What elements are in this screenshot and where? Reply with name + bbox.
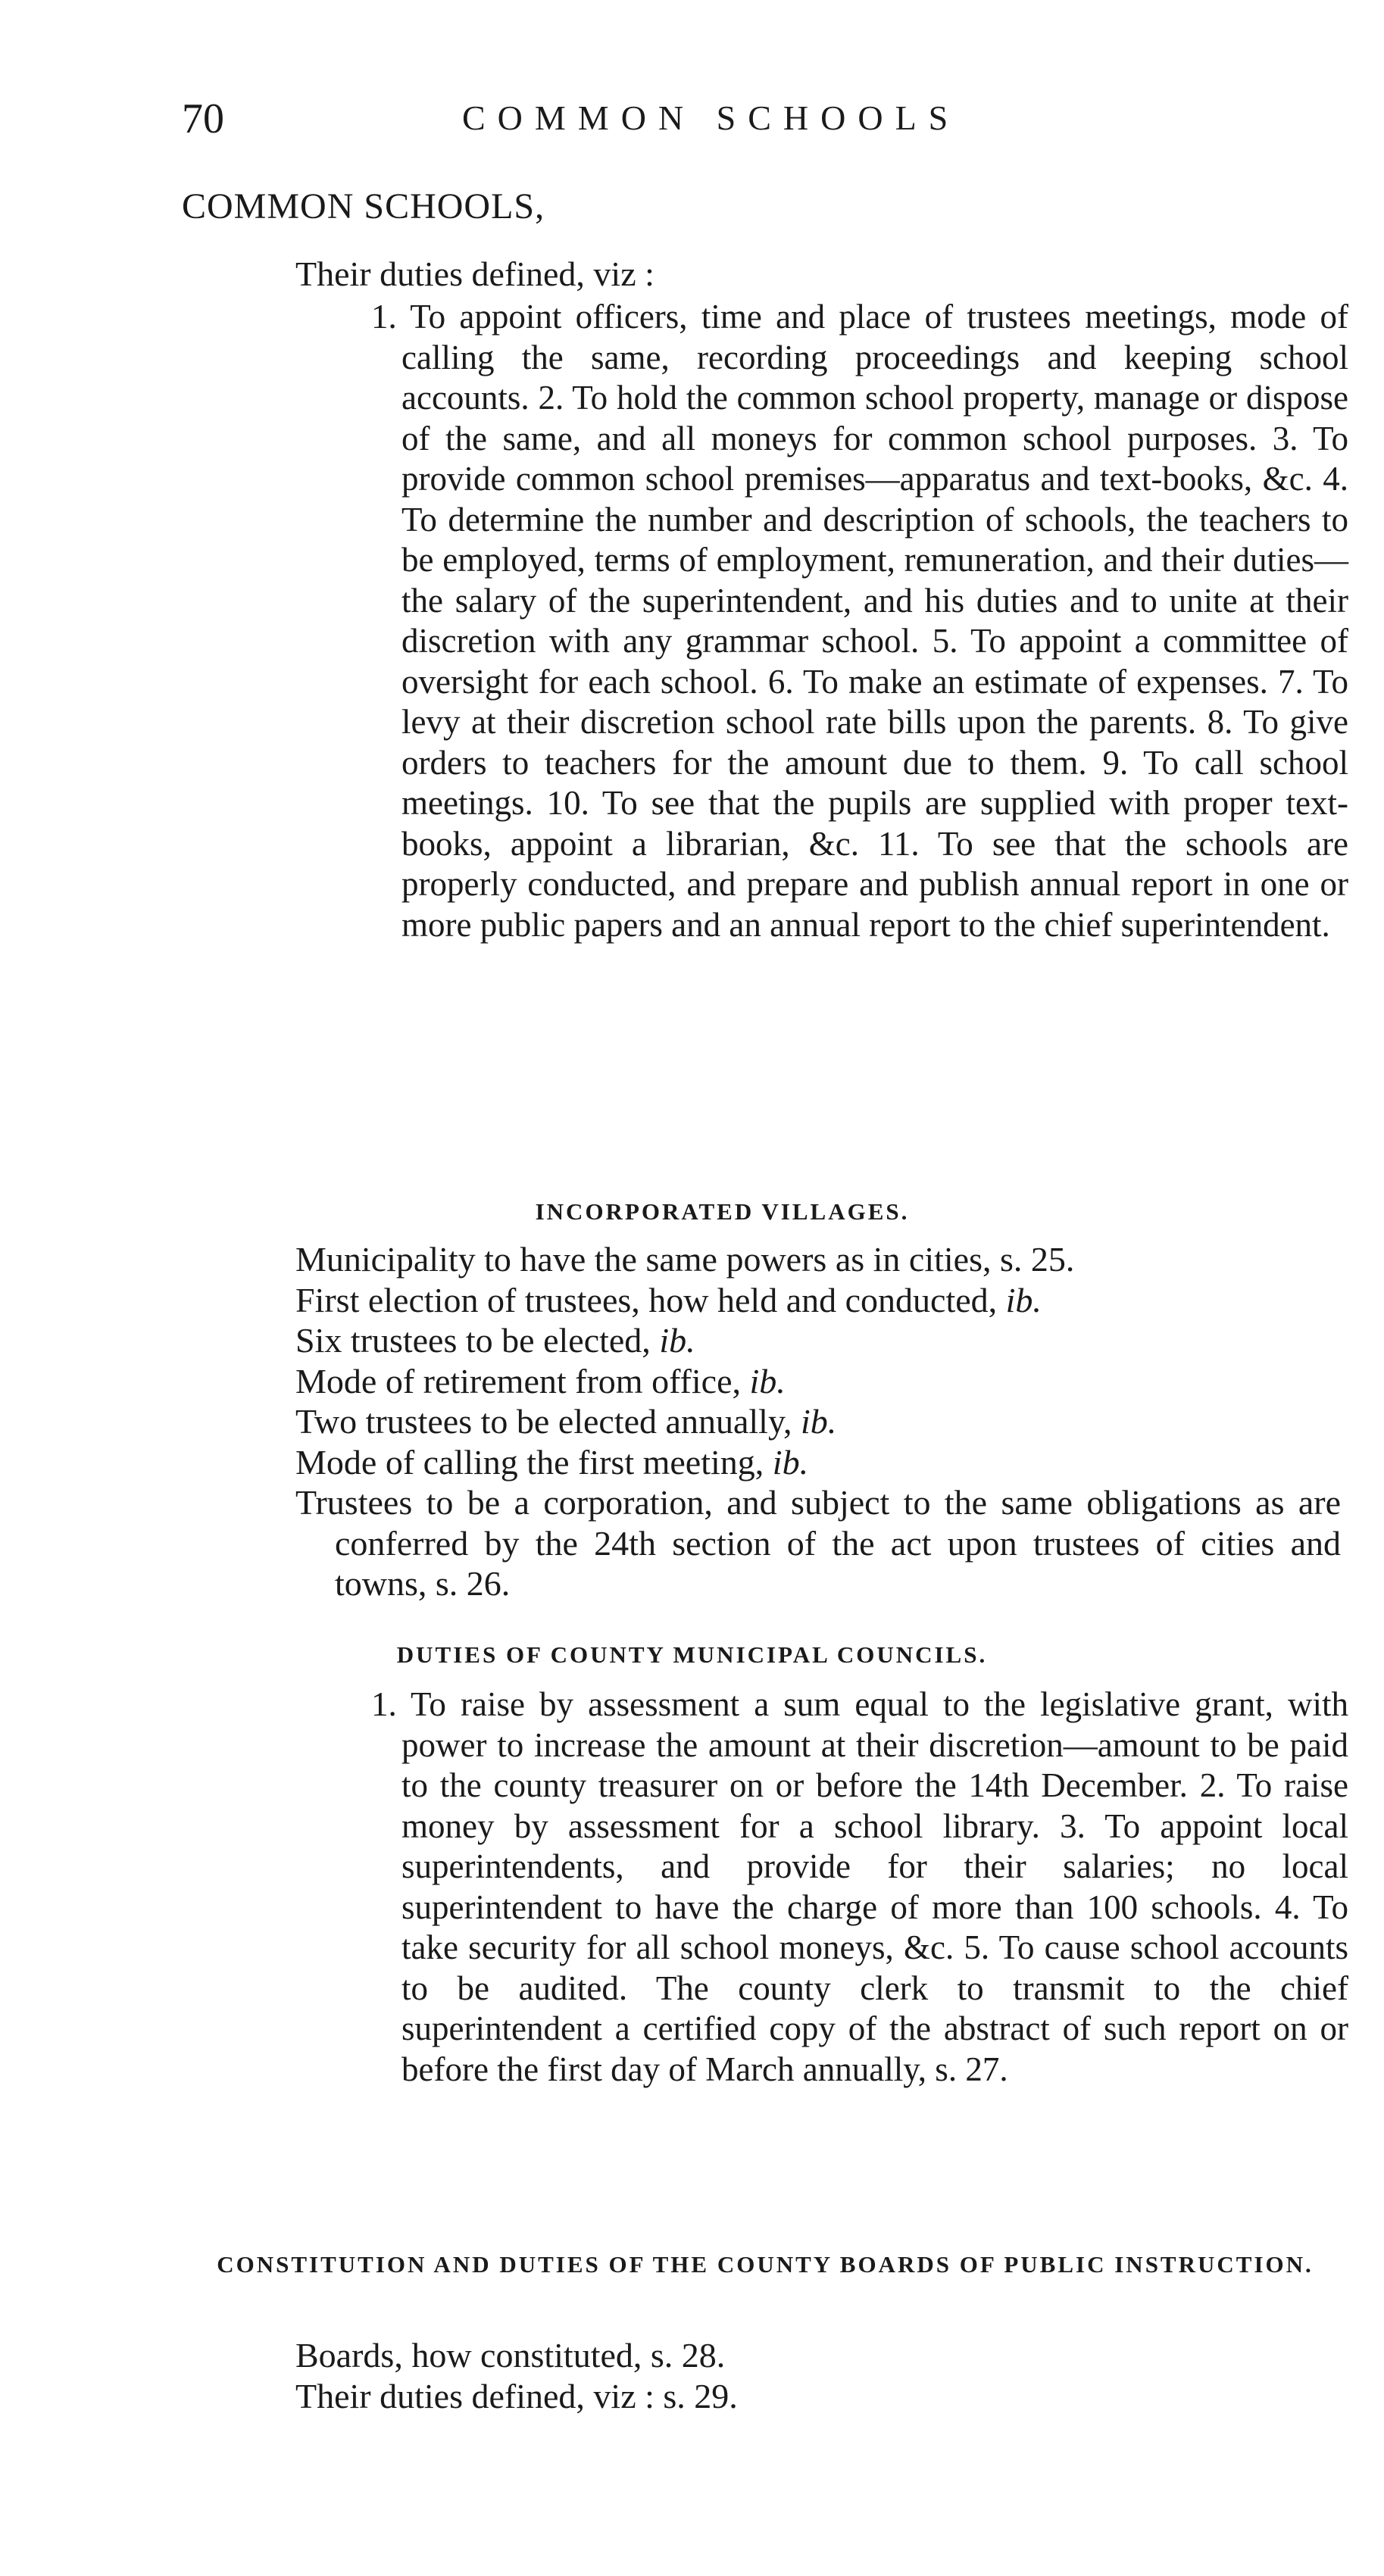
villages-heading: INCORPORATED VILLAGES. [535, 1198, 910, 1225]
villages-list [295, 1239, 1341, 1604]
list-item: Mode of retirement from office, ib. [295, 1361, 786, 1400]
trustees-duties-paragraph: 1. To appoint officers, time and place of trustees meetings, mode of calling the same, recording proceedings and keeping school accounts. 2. To hold the common school property, manage or dispose of the same, and all moneys for common school purposes. 3. To provide common school premises—apparatus and text-books, &c. 4. To determine the number and description of schools, the teachers to be employed, terms of employment, remuneration, and their duties—the salary of the superintendent, and his duties and to unite at their discretion with any grammar school. 5. To appoint a committee of oversight for each school. 6. To make an estimate of expenses. 7. To levy at their discretion school rate bills upon the parents. 8. To give orders to teachers for the amount due to them. 9. To call school meetings. 10. To see that the pupils are supplied with proper text-books, appoint a librarian, &c. 11. To see that the schools are properly conducted, and prepare and publish annual report in one or more public papers and an annual report to the chief superintendent. [371, 298, 1348, 944]
list-item: Mode of calling the first meeting, ib. [295, 1442, 809, 1482]
list-item: First election of trustees, how held and conducted, ib. [295, 1280, 1042, 1319]
boards-heading: CONSTITUTION AND DUTIES OF THE COUNTY BOARDS OF PUBLIC INSTRUCTION. [217, 2251, 1314, 2278]
councils-duties-paragraph: 1. To raise by assessment a sum equal to the legislative grant, with power to increase the amount at their discretion—amount to be paid to the county treasurer on or before the 14th December. 2. To raise money by assessment for a school library. 3. To appoint local superintendents, and provide for their salaries; no local superintendent to have the charge of more than 100 schools. 4. To take security for all school moneys, &c. 5. To cause school accounts to be audited. The county clerk to transmit to the chief superintendent a certified copy of the abstract of such report on or before the first day of March annually, s. 27. [371, 1685, 1348, 2088]
running-head [182, 95, 1333, 155]
list-item: Their duties defined, viz : s. 29. [295, 2376, 738, 2415]
duties-intro: Their duties defined, viz : [295, 254, 655, 293]
councils-heading: DUTIES OF COUNTY MUNICIPAL COUNCILS. [396, 1641, 988, 1668]
running-title: COMMON SCHOOLS [462, 98, 961, 137]
page-number: 70 [182, 95, 224, 142]
boards-list [295, 2335, 1341, 2416]
list-item: Trustees to be a corporation, and subject to the same obligations as are conferred by the 24th section of the act upon trustees of cities and towns, s. 26. [295, 1483, 1341, 1603]
list-item: Two trustees to be elected annually, ib. [295, 1402, 837, 1441]
list-item: Boards, how constituted, s. 28. [295, 2336, 726, 2375]
list-item: Six trustees to be elected, ib. [295, 1321, 695, 1360]
list-item: Municipality to have the same powers as in cities, s. 25. [295, 1240, 1075, 1279]
section-title: COMMON SCHOOLS, [182, 186, 545, 226]
